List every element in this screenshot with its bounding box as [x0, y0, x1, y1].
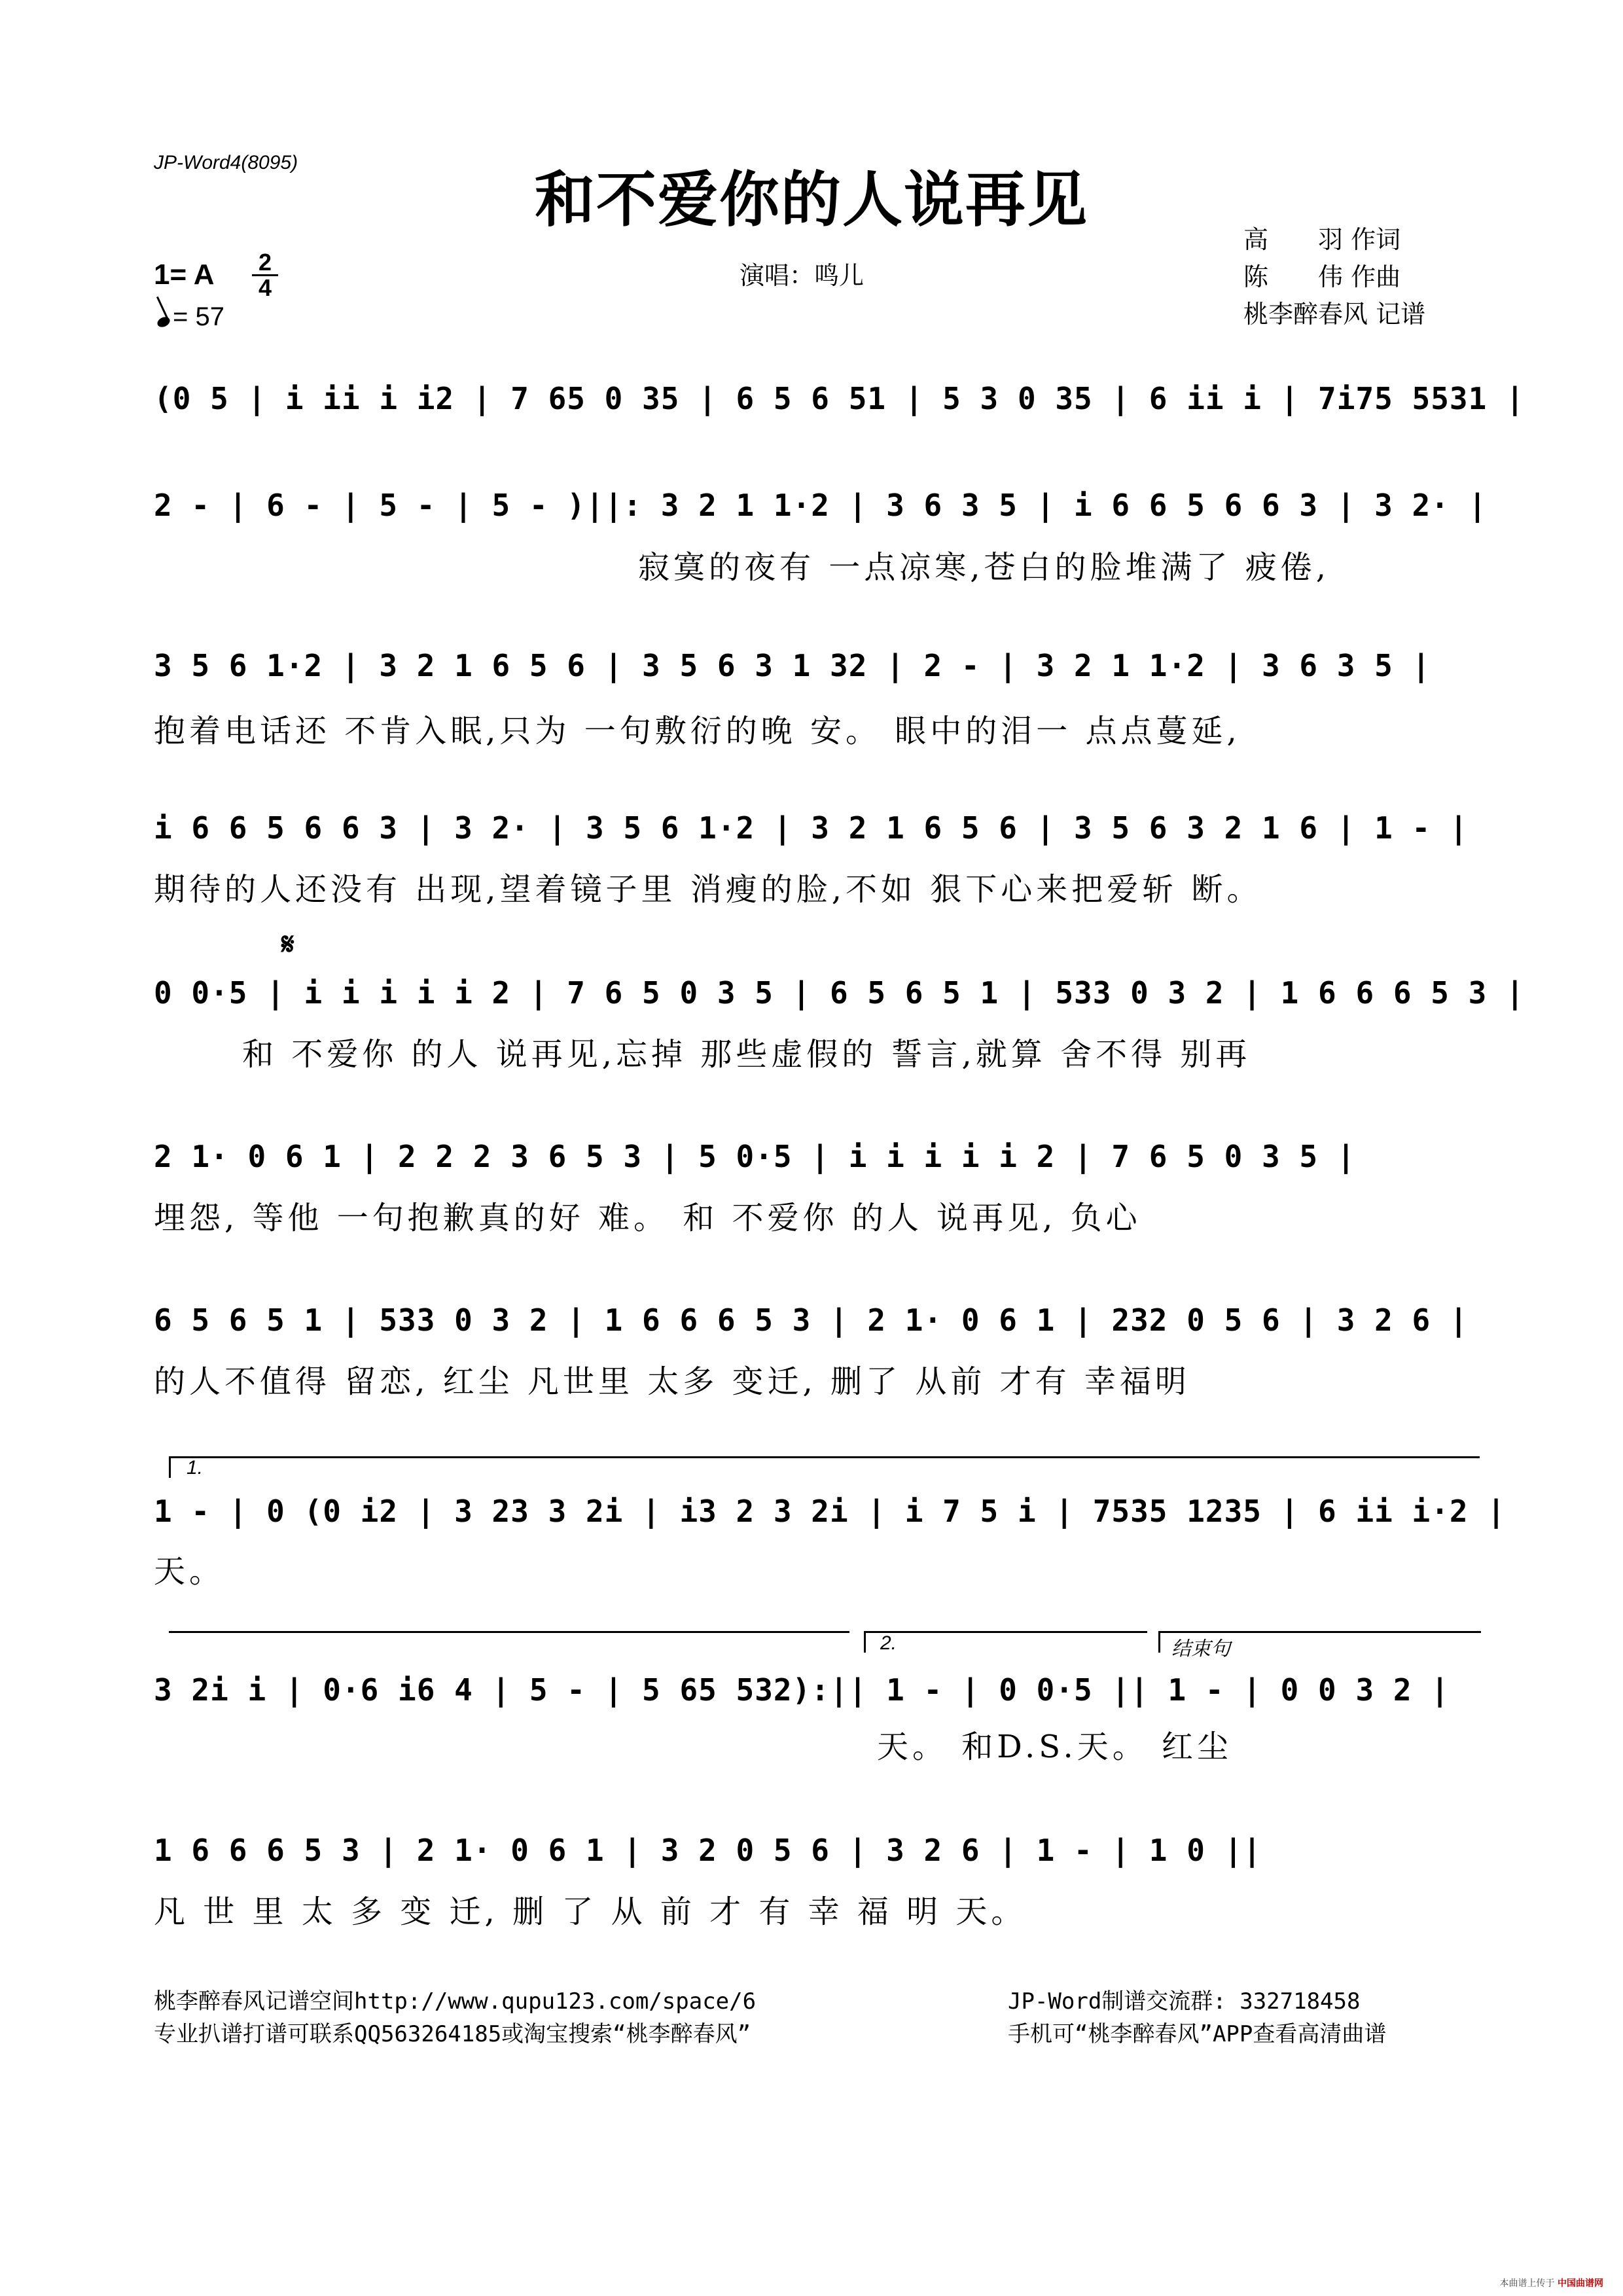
lyric-row-6: 埋怨, 等他 一句抱歉真的好 难。 和 不爱你 的人 说再见, 负心: [154, 1200, 1141, 1236]
footer-website: 桃李醉春风记谱空间http://www.qupu123.com/space/6: [154, 1988, 757, 2015]
score-row-5: 0 0·5 | i i i i i 2 | 7 6 5 0 3 5 | 6 5 6 5 1 | 533 0 3 2 | 1 6 6 6 5 3 |: [154, 975, 1525, 1011]
score-row-4: i 6 6 5 6 6 3 | 3 2· | 3 5 6 1·2 | 3 2 1 6 5 6 | 3 5 6 3 2 1 6 | 1 - |: [154, 810, 1469, 846]
key-signature: 1= A: [154, 259, 215, 291]
segno-sign: 𝄋: [281, 926, 294, 961]
upload-badge: [1500, 2276, 1603, 2289]
score-row-10: 1 6 6 6 5 3 | 2 1· 0 6 1 | 3 2 0 5 6 | 3 2 6 | 1 - | 1 0 ||: [154, 1833, 1262, 1868]
volta-1-continuation: [169, 1631, 849, 1653]
lyric-row-5: 和 不爱你 的人 说再见,忘掉 那些虚假的 誓言,就算 舍不得 别再: [242, 1036, 1251, 1073]
tempo-value: = 57: [173, 302, 224, 331]
score-row-9: 3 2i i | 0·6 i6 4 | 5 - | 5 65 532):|| 1 - | 0 0·5 || 1 - | 0 0 3 2 |: [154, 1672, 1450, 1708]
score-row-6: 2 1· 0 6 1 | 2 2 2 3 6 5 3 | 5 0·5 | i i i i i 2 | 7 6 5 0 3 5 |: [154, 1139, 1356, 1174]
score-row-7: 6 5 6 5 1 | 533 0 3 2 | 1 6 6 6 5 3 | 2 1· 0 6 1 | 232 0 5 6 | 3 2 6 |: [154, 1302, 1469, 1338]
upload-badge-text: 本曲谱上传于: [1499, 2278, 1555, 2289]
footer-group: JP-Word制谱交流群: 332718458: [1008, 1988, 1361, 2015]
lyric-row-7: 的人不值得 留恋, 红尘 凡世里 太多 变迁, 删了 从前 才有 幸福明: [154, 1363, 1190, 1400]
time-signature: [252, 251, 278, 300]
lyric-row-9: 天。 和D.S.天。 红尘: [877, 1729, 1232, 1765]
score-row-3: 3 5 6 1·2 | 3 2 1 6 5 6 | 3 5 6 3 1 32 | 2 - | 3 2 1 1·2 | 3 6 3 5 |: [154, 648, 1431, 683]
volta-1-bracket: [169, 1456, 1480, 1478]
ending-label: 结束句: [1171, 1638, 1230, 1660]
software-id: JP-Word4(8095): [154, 152, 298, 173]
quarter-note-icon: [156, 315, 171, 329]
tempo-marking: [157, 302, 224, 332]
composer-credit: 陈 伟 作曲: [1243, 262, 1401, 291]
site-logo: 中国曲谱网: [1558, 2278, 1603, 2289]
volta-1-label: 1.: [187, 1457, 204, 1479]
time-denominator: 4: [258, 274, 272, 301]
lyric-row-3: 抱着电话还 不肯入眠,只为 一句敷衍的晚 安。 眼中的泪一 点点蔓延,: [154, 713, 1241, 749]
score-row-1: (0 5 | i ii i i2 | 7 65 0 35 | 6 5 6 51 | 5 3 0 35 | 6 ii i | 7i75 5531 |: [154, 381, 1525, 416]
time-numerator: 2: [252, 251, 278, 276]
lyric-row-4: 期待的人还没有 出现,望着镜子里 消瘦的脸,不如 狠下心来把爱斩 断。: [154, 871, 1262, 908]
lyricist-credit: 高 羽 作词: [1243, 225, 1401, 254]
lyric-row-8: 天。: [154, 1553, 225, 1590]
lyric-row-10: 凡 世 里 太 多 变 迁, 删 了 从 前 才 有 幸 福 明 天。: [154, 1893, 1027, 1930]
footer-app: 手机可“桃李醉春风”APP查看高清曲谱: [1008, 2021, 1387, 2047]
volta-2-bracket: [864, 1631, 1147, 1653]
footer-contact: 专业扒谱打谱可联系QQ563264185或淘宝搜索“桃李醉春风”: [154, 2021, 751, 2047]
volta-2-label: 2.: [880, 1632, 897, 1654]
transcriber-credit: 桃李醉春风 记谱: [1243, 300, 1426, 329]
score-row-8: 1 - | 0 (0 i2 | 3 23 3 2i | i3 2 3 2i | i 7 5 i | 7535 1235 | 6 ii i·2 |: [154, 1494, 1506, 1529]
singer-credit: 演唱：鸣儿: [740, 261, 865, 290]
score-row-2: 2 - | 6 - | 5 - | 5 - )||: 3 2 1 1·2 | 3 6 3 5 | i 6 6 5 6 6 3 | 3 2· |: [154, 488, 1488, 523]
song-title: 和不爱你的人说再见: [534, 164, 1088, 235]
lyric-row-2: 寂寞的夜有 一点凉寒,苍白的脸堆满了 疲倦,: [638, 549, 1330, 586]
